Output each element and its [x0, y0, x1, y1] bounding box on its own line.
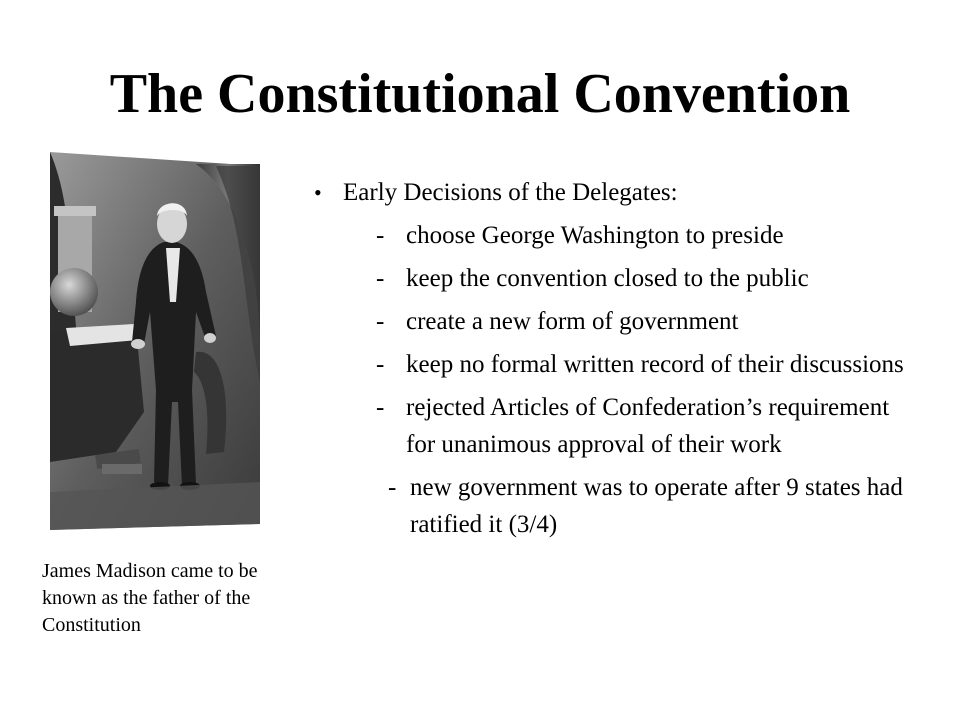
list-item-dash: -	[376, 394, 385, 421]
list-item-dash: -	[376, 351, 385, 378]
madison-portrait	[46, 152, 264, 530]
slide-title: The Constitutional Convention	[109, 63, 851, 125]
list-item-text: keep no formal written record of their discussions	[406, 351, 904, 378]
bullet-dot-icon: •	[314, 180, 322, 205]
list-item	[314, 303, 934, 340]
list-item	[314, 346, 906, 383]
madison-portrait-image	[46, 152, 264, 530]
list-item-dash: -	[376, 308, 385, 335]
list-item-text: rejected Articles of Confederation’s requirement for unanimous approval of their work	[406, 394, 890, 458]
list-item-text: create a new form of government	[406, 308, 739, 335]
list-item	[314, 389, 916, 463]
list-item-dash: -	[376, 265, 385, 292]
list-item-dash: -	[376, 222, 385, 249]
list-item	[314, 217, 934, 254]
list-item-text: choose George Washington to preside	[406, 222, 784, 249]
list-item-dash: -	[388, 474, 397, 501]
portrait-caption: James Madison came to be known as the father of the Constitution	[42, 560, 258, 636]
list-item	[314, 469, 916, 543]
bullet-heading-text: Early Decisions of the Delegates:	[343, 179, 678, 206]
bullet-heading	[314, 174, 934, 211]
list-item	[314, 260, 934, 297]
bullet-list	[314, 174, 934, 549]
list-item-text: new government was to operate after 9 states had ratified it (3/4)	[410, 474, 903, 538]
list-item-text: keep the convention closed to the public	[406, 265, 809, 292]
